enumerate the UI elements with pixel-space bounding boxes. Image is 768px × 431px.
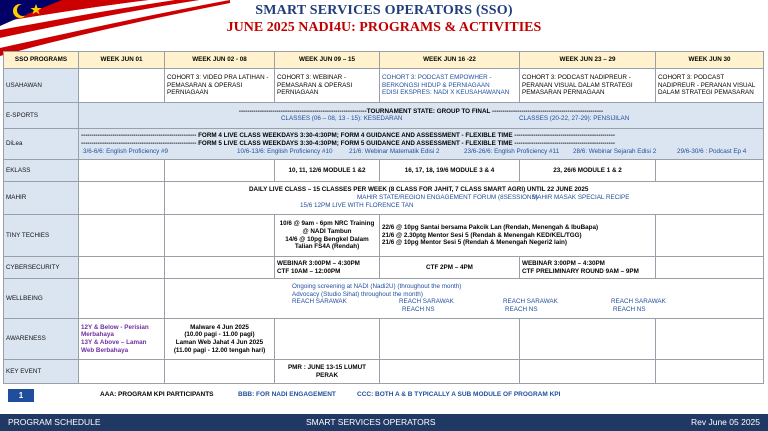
table-row (4, 182, 764, 215)
table-row (4, 360, 764, 384)
page-number: 1 (8, 389, 34, 402)
col-header-week-2: WEEK JUN 02 - 08 (165, 52, 275, 69)
cyber-week3: WEBINAR 3:00PM – 4:30PM CTF 10AM – 12:00PM (275, 257, 380, 279)
footnote-bbb: BBB: FOR NADI ENGAGEMENT (238, 391, 336, 398)
row-label-key-event: KEY EVENT (4, 360, 79, 384)
table-row (4, 103, 764, 129)
table-row (4, 69, 764, 103)
dilea-item: 29/6-30/6 : Podcast Ep 4 (677, 147, 747, 155)
row-label-usahawan: USAHAWAN (4, 69, 79, 103)
dilea-item: 23/6-26/6: English Proficiency #11 (464, 147, 560, 155)
row-label-tiny-techies: TINY TECHIES (4, 215, 79, 257)
schedule-table (3, 51, 764, 384)
esports-classes-1: CLASSES (06 – 08, 13 - 15): KESEDARAN (281, 115, 403, 123)
awareness-week1: 12Y & Below - Perisian Merbahaya 13Y & Above – Laman Web Berbahaya (79, 319, 165, 360)
row-label-esports: E-SPORTS (4, 103, 79, 129)
esports-classes-2: CLASSES (20-22, 27-29): PENSIJILAN (519, 115, 630, 123)
keyevent-week3: PMR : JUNE 13-15 LUMUT PERAK (275, 360, 380, 384)
eklass-week3: 10, 11, 12/6 MODULE 1 &2 (275, 160, 380, 182)
usahawan-week2: COHORT 3: VIDEO PRA LATIHAN - PEMASARAN & OPERASI PERNIAGAAN (165, 69, 275, 103)
row-label-dilea: DiLea (4, 129, 79, 160)
mahir-masak: MAHIR MASAK SPECIAL RECIPE (532, 194, 630, 201)
eklass-week4: 16, 17, 18, 19/6 MODULE 3 & 4 (380, 160, 520, 182)
wellbeing-span: Ongoing screening at NADI (Nadi2U) (throughout the month) Advocacy (Studio Sihat) throughout the month) REACH SARAWAK REACH SARAWAK REACH SARAWAK REACH SARAWAK REACH NS REACH NS REACH NS (165, 279, 764, 319)
footer-left: PROGRAM SCHEDULE (8, 417, 101, 427)
table-header-row (4, 52, 764, 69)
footer-center: SMART SERVICES OPERATORS (306, 417, 436, 427)
mahir-forum: MAHIR STATE/REGION ENGAGEMENT FORUM (8SESSIONS) (357, 194, 538, 201)
table-row (4, 215, 764, 257)
table-row (4, 257, 764, 279)
dilea-item: 28/6: Webinar Sejarah Edisi 2 (573, 147, 657, 155)
row-label-eklass: EKLASS (4, 160, 79, 182)
table-row (4, 129, 764, 160)
dilea-span: ------------------------------------------------------- FORM 4 LIVE CLASS WEEKDAYS 3:30-4:30PM; FORM 4 GUIDANCE AND ASSESSMENT - FLEXIBLE TIME ------------------------------------------------ ------------------------------------------------------- FORM 5 LIVE CLASS WEEKDAYS 3:30-4:30PM; FORM 5 GUIDANCE AND ASSESSMENT - FLEXIBLE TIME ------------------------------------------------ 3/6-6/6: English Proficiency #9 10/6-13/6: English Proficiency #10 21/6: Webinar Matematik Edisi 2 23/6-26/6: English Proficiency #11 28/6: Webinar Sejarah Edisi 2 29/6-30/6 : Podcast Ep 4 (79, 129, 764, 160)
table-row (4, 279, 764, 319)
col-header-week-1: WEEK JUN 01 (79, 52, 165, 69)
usahawan-week4: COHORT 3: PODCAST EMPOWHER - BERKONGSI HIDUP & PERNIAGAAN EDISI EKSPRES: NADI X KEUSAHAWANAN (380, 69, 520, 103)
col-header-programs: SSO PROGRAMS (4, 52, 79, 69)
row-label-cybersecurity: CYBERSECURITY (4, 257, 79, 279)
cyber-week4: CTF 2PM – 4PM (380, 257, 520, 279)
row-label-mahir: MAHIR (4, 182, 79, 215)
footer-bar (0, 414, 768, 431)
row-label-wellbeing: WELLBEING (4, 279, 79, 319)
col-header-week-6: WEEK JUN 30 (656, 52, 764, 69)
footnote-aaa: AAA: PROGRAM KPI PARTICIPANTS (100, 391, 214, 398)
col-header-week-4: WEEK JUN 16 -22 (380, 52, 520, 69)
footnote-ccc: CCC: BOTH A & B TYPICALLY A SUB MODULE OF PROGRAM KPI (357, 391, 561, 398)
col-header-week-5: WEEK JUN 23 – 29 (520, 52, 656, 69)
page-subtitle: JUNE 2025 NADI4U: PROGRAMS & ACTIVITIES (226, 20, 542, 35)
table-row (4, 319, 764, 360)
tinytechies-week3: 10/6 @ 9am - 6pm NRC Training @ NADI Tambun 14/6 @ 10pg Bengkel Dalam Talian FS4A (Rendah) (275, 215, 380, 257)
usahawan-week6: COHORT 3: PODCAST NADIPREUR - PERANAN VISUAL DALAM STRATEGI PEMASARAN (656, 69, 764, 103)
mahir-span: DAILY LIVE CLASS – 15 CLASSES PER WEEK (8 CLASS FOR JAHIT, 7 CLASS SMART AGRI) UNTIL 22 JUNE 2025 MAHIR STATE/REGION ENGAGEMENT FORUM (8SESSIONS) MAHIR MASAK SPECIAL RECIPE 15/6 12PM LIVE WITH FLORENCE TAN (165, 182, 764, 215)
col-header-week-3: WEEK JUN 09 – 15 (275, 52, 380, 69)
dilea-item: 3/6-6/6: English Proficiency #9 (83, 147, 169, 155)
page-title: SMART SERVICES OPERATORS (SSO) (255, 3, 513, 18)
tinytechies-week4-5: 22/6 @ 10pg Santai bersama Pakcik Lan (Rendah, Menengah & IbuBapa) 21/6 @ 2.30ptg Mentor Sesi 5 (Rendah & Menengah KED/KEL/TGG) 21/6 @ 10pg Mentor Sesi 5 (Rendah & Menengah Negeri2 lain) (380, 215, 656, 257)
dilea-item: 10/6-13/6: English Proficiency #10 (237, 147, 333, 155)
dilea-item: 21/6: Webinar Matematik Edisi 2 (349, 147, 440, 155)
usahawan-week5: COHORT 3: PODCAST NADIPREUR - PERANAN VISUAL DALAM STRATEGI PEMASARAN PERNIAGAAN (520, 69, 656, 103)
cyber-week5: WEBINAR 3:00PM – 4:30PM CTF PRELIMINARY ROUND 9AM – 9PM (520, 257, 656, 279)
table-row (4, 160, 764, 182)
row-label-awareness: AWARENESS (4, 319, 79, 360)
awareness-week2: Malware 4 Jun 2025 (10.00 pagi - 11.00 pagi) Laman Web Jahat 4 Jun 2025 (11.00 pagi - 12.00 tengah hari) (165, 319, 275, 360)
footer-right: Rev June 05 2025 (691, 417, 760, 427)
eklass-week5: 23, 26/6 MODULE 1 & 2 (520, 160, 656, 182)
footnote-bar (0, 389, 768, 403)
usahawan-week3: COHORT 3: WEBINAR - PEMASARAN & OPERASI PERNIAGAAN (275, 69, 380, 103)
esports-span: -------------------------------------------------------------TOURNAMENT STATE: GROUP TO FINAL ----------------------------------------------------- CLASSES (06 – 08, 13 - 15): KESEDARAN CLASSES (20-22, 27-29): PENSIJILAN (79, 103, 764, 129)
